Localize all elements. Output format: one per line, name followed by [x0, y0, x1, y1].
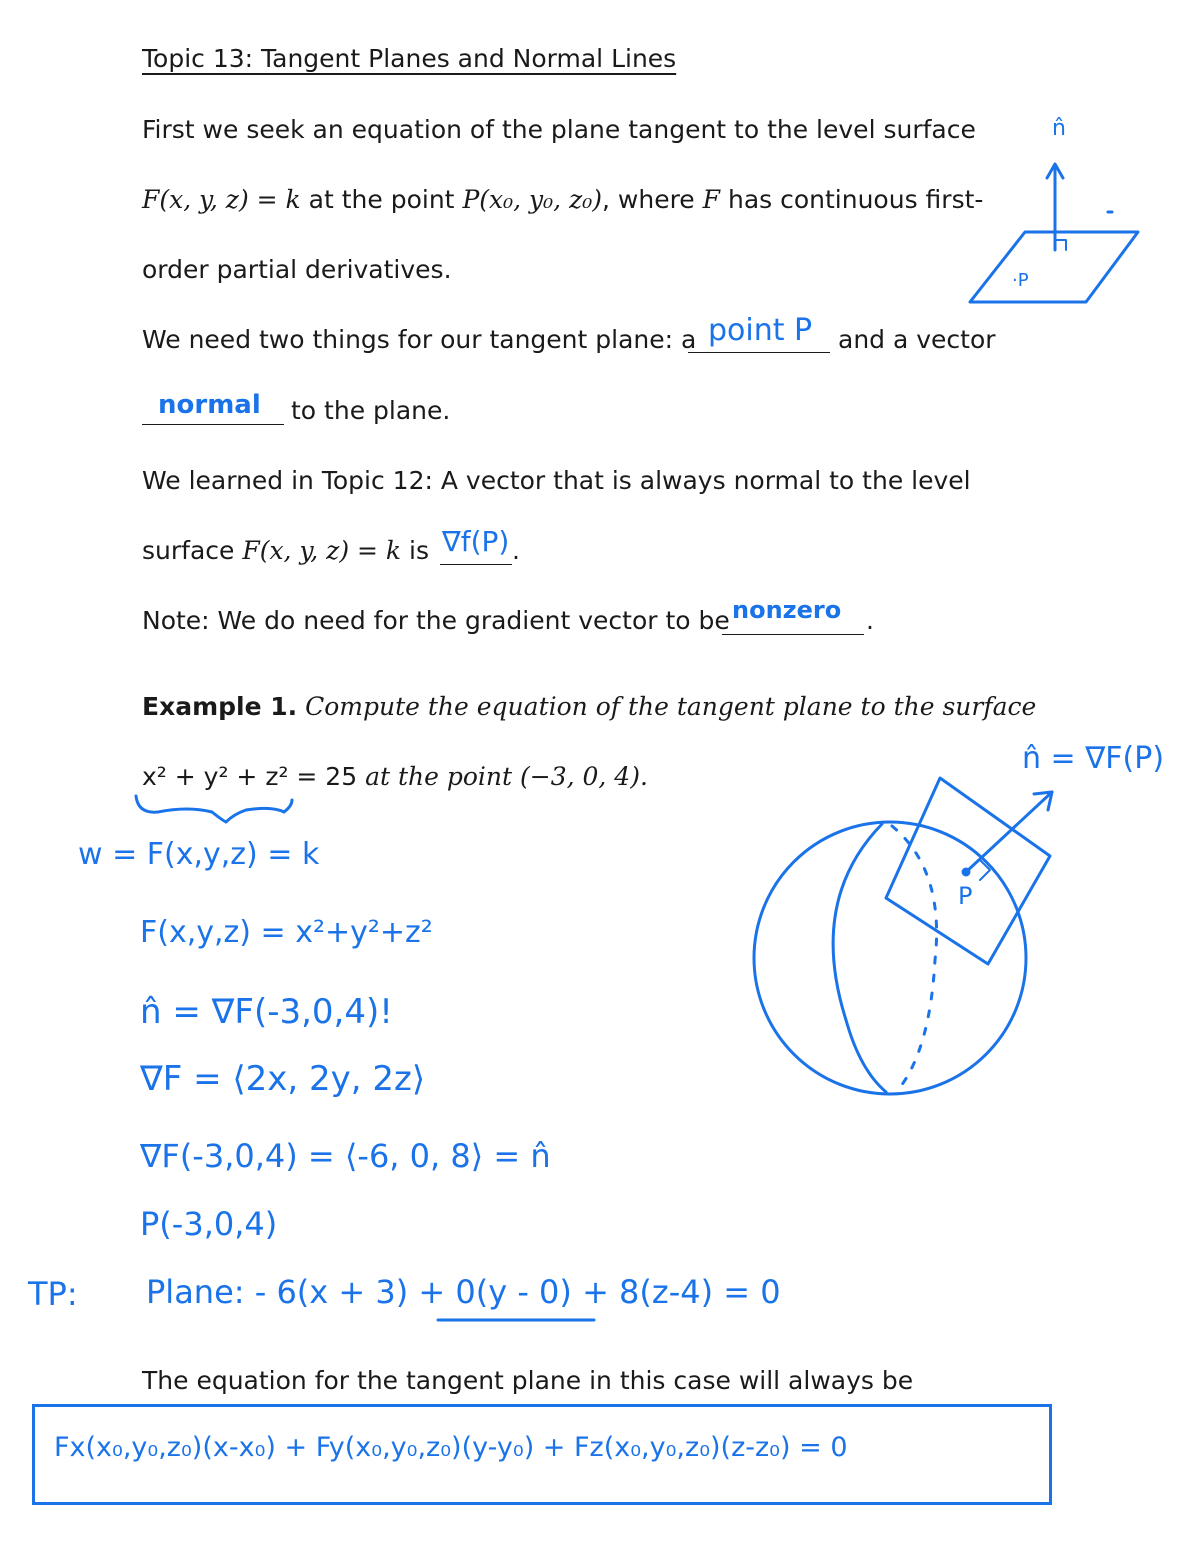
w-equation: w = F(x,y,z) = k	[78, 837, 320, 872]
is-word: is	[409, 536, 430, 565]
diagram1-normal-label: n̂	[1052, 116, 1066, 141]
page-heading: Topic 13: Tangent Planes and Normal Lines	[142, 44, 677, 73]
continuous-text: has continuous first-	[727, 185, 984, 214]
para3-period: .	[512, 536, 520, 565]
para2-text-a: We need two things for our tangent plane: a	[142, 325, 697, 354]
level-surface-equation: F(x, y, z) = k	[142, 185, 301, 214]
answer-point: point P	[708, 313, 813, 348]
note-text: Note: We do need for the gradient vector to be	[142, 606, 730, 635]
diagram2-normal-label: n̂ = ∇F(P)	[1022, 741, 1165, 776]
point-p-notation: P(x₀, y₀, z₀)	[462, 185, 603, 214]
surface-equation: F(x, y, z) = k	[242, 536, 402, 565]
note-period: .	[866, 606, 874, 635]
f-definition: F(x,y,z) = x²+y²+z²	[140, 915, 433, 950]
sphere-tangent-point	[963, 869, 969, 875]
function-f: F	[702, 185, 721, 214]
boxed-formula: Fx(x₀,y₀,z₀)(x-x₀) + Fy(x₀,y₀,z₀)(y-y₀) + Fz(x₀,y₀,z₀)(z-z₀) = 0	[54, 1432, 848, 1463]
point-coordinates: P(-3,0,4)	[140, 1205, 278, 1243]
para2-text-b: and a vector	[838, 325, 996, 354]
para3-line1: We learned in Topic 12: A vector that is always normal to the level	[142, 466, 971, 495]
example-point: at the point (−3, 0, 4).	[365, 762, 648, 791]
tp-label: TP:	[28, 1275, 78, 1313]
where-text: , where	[602, 185, 695, 214]
underbrace-icon	[136, 796, 292, 822]
diagram2-point-label: P	[958, 882, 973, 910]
sphere-outline	[754, 822, 1026, 1094]
answer-normal: normal	[158, 390, 261, 420]
plane-equation: Plane: - 6(x + 3) + 0(y - 0) + 8(z-4) = 0	[146, 1273, 781, 1311]
gradient-evaluated: ∇F(-3,0,4) = ⟨-6, 0, 8⟩ = n̂	[140, 1137, 551, 1175]
sphere-meridian-back	[892, 826, 937, 1090]
diagram1-right-angle-icon	[1055, 240, 1066, 250]
example-prompt: Compute the equation of the tangent plane to the surface	[305, 692, 1037, 721]
para1-line3: order partial derivatives.	[142, 255, 452, 284]
normal-definition: n̂ = ∇F(-3,0,4)!	[140, 992, 393, 1032]
para1-line1: First we seek an equation of the plane tangent to the level surface	[142, 115, 976, 144]
diagram1-point-label: ·P	[1012, 270, 1029, 291]
answer-nonzero: nonzero	[732, 596, 842, 624]
gradient-formula: ∇F = ⟨2x, 2y, 2z⟩	[140, 1059, 426, 1099]
sphere-equation: x² + y² + z² = 25	[142, 762, 358, 791]
at-point-text: at the point	[308, 185, 455, 214]
closing-text: The equation for the tangent plane in this case will always be	[142, 1366, 914, 1395]
example-label: Example 1.	[142, 692, 298, 721]
surface-word: surface	[142, 536, 235, 565]
sphere-meridian-front	[833, 824, 886, 1092]
answer-gradient: ∇f(P)	[442, 525, 510, 558]
para2-text-c: to the plane.	[291, 396, 451, 425]
